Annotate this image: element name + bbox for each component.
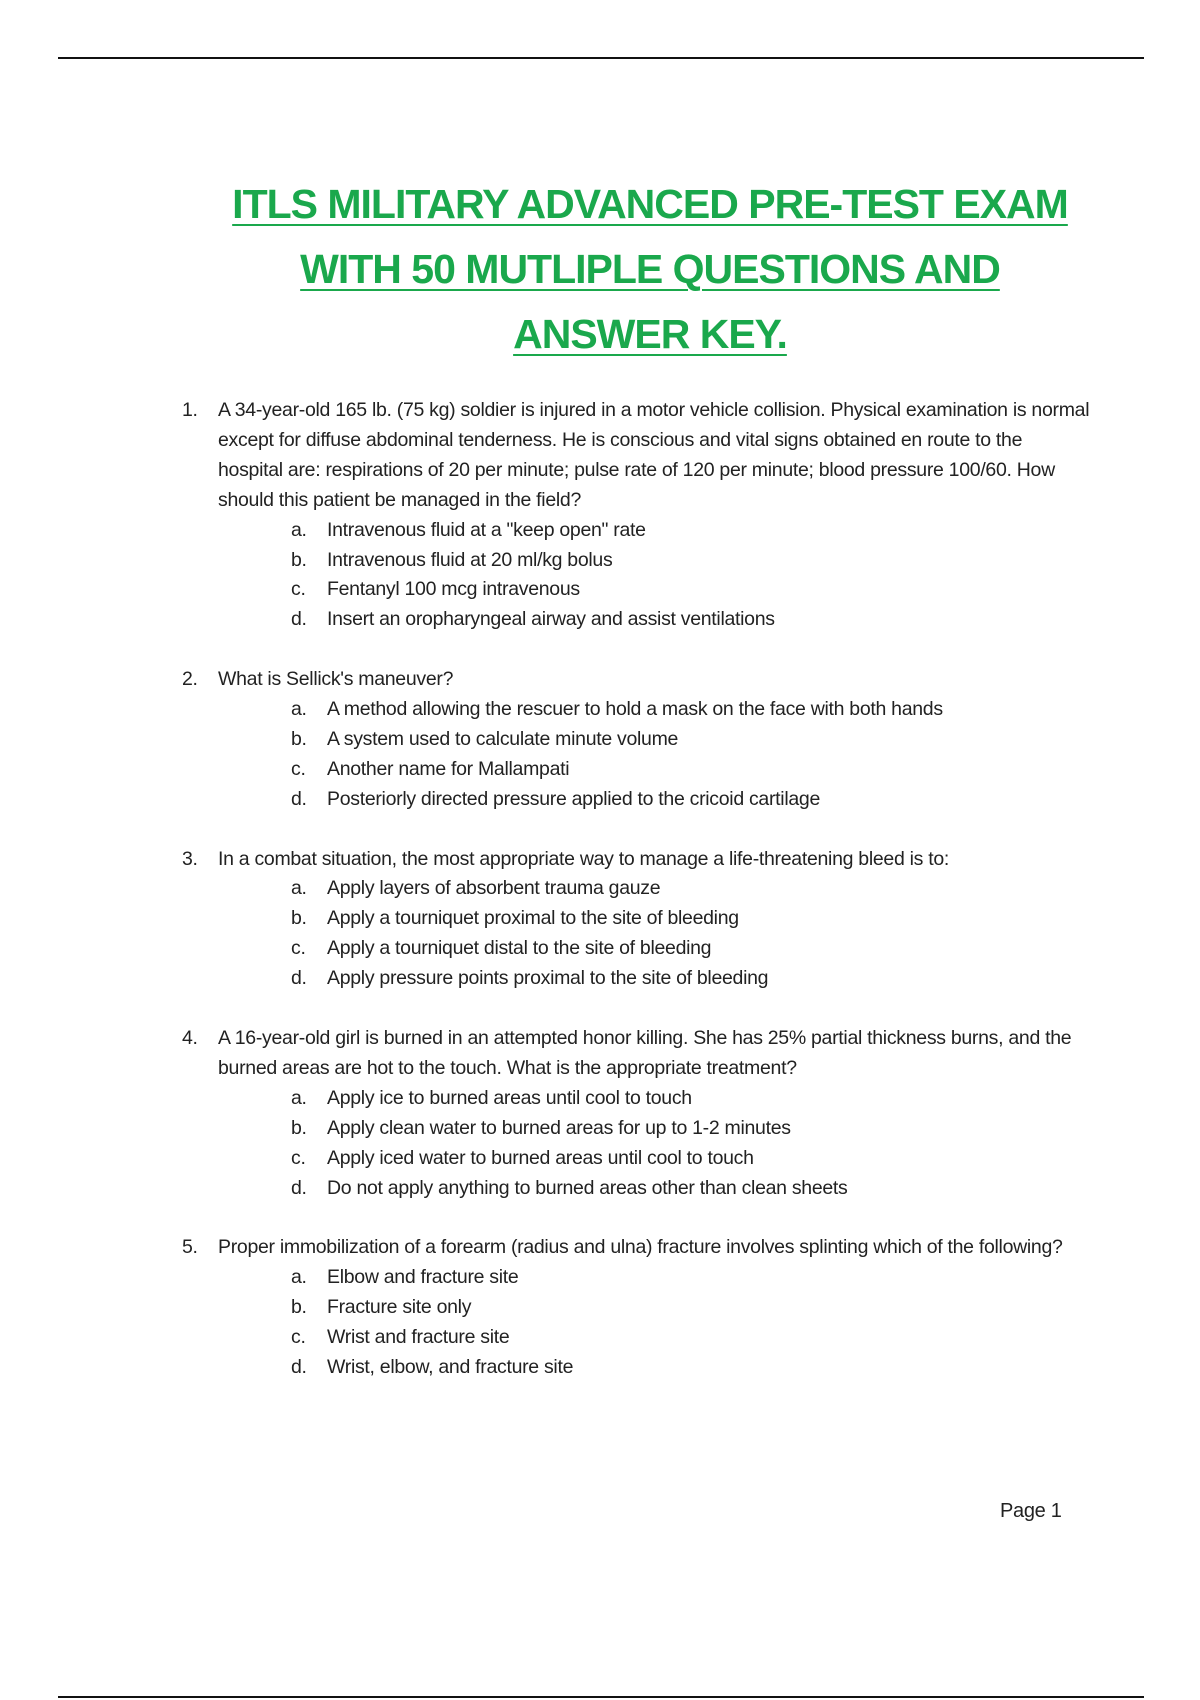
option-text: Wrist and fracture site — [327, 1326, 510, 1349]
answer-option — [218, 1263, 1092, 1293]
option-letter: b. — [291, 1116, 307, 1139]
option-letter: c. — [291, 1146, 306, 1169]
answer-option — [218, 1144, 1092, 1174]
option-list — [218, 695, 1092, 815]
answer-option — [218, 605, 1092, 635]
question-text: Proper immobilization of a forearm (radius and ulna) fracture involves splinting which of the following? — [218, 1236, 1063, 1259]
answer-option — [218, 1174, 1092, 1204]
option-text: Apply a tourniquet proximal to the site of bleeding — [327, 907, 739, 930]
option-text: Apply clean water to burned areas for up to 1-2 minutes — [327, 1116, 791, 1139]
option-text: Posteriorly directed pressure applied to the cricoid cartilage — [327, 787, 820, 810]
question-number: 2. — [182, 668, 198, 691]
answer-option — [218, 546, 1092, 576]
question-text: A 16-year-old girl is burned in an attempted honor killing. She has 25% partial thickness burns, and the burned areas are hot to the touch. What is the appropriate treatment? — [218, 1026, 1072, 1079]
title-line: ANSWER KEY. — [513, 311, 787, 357]
option-text: Apply ice to burned areas until cool to touch — [327, 1086, 692, 1109]
question-text: What is Sellick's maneuver? — [218, 668, 454, 691]
question-item — [182, 1024, 1092, 1203]
option-text: A method allowing the rescuer to hold a mask on the face with both hands — [327, 698, 943, 721]
option-text: A system used to calculate minute volume — [327, 727, 679, 750]
answer-option — [218, 516, 1092, 546]
option-letter: b. — [291, 548, 307, 571]
answer-option — [218, 785, 1092, 815]
answer-option — [218, 934, 1092, 964]
option-letter: b. — [291, 727, 307, 750]
answer-option — [218, 695, 1092, 725]
option-letter: a. — [291, 1266, 307, 1289]
answer-option — [218, 1114, 1092, 1144]
question-number: 5. — [182, 1236, 198, 1259]
answer-option — [218, 904, 1092, 934]
option-text: Insert an oropharyngeal airway and assist ventilations — [327, 608, 775, 631]
question-item — [182, 665, 1092, 815]
option-letter: a. — [291, 1086, 307, 1109]
answer-option — [218, 1353, 1092, 1383]
option-letter: a. — [291, 698, 307, 721]
option-text: Do not apply anything to burned areas other than clean sheets — [327, 1176, 848, 1199]
option-letter: c. — [291, 578, 306, 601]
question-text: In a combat situation, the most appropriate way to manage a life-threatening bleed is to: — [218, 847, 949, 870]
question-item — [182, 1233, 1092, 1383]
option-text: Another name for Mallampati — [327, 757, 570, 780]
question-number: 4. — [182, 1026, 198, 1049]
option-letter: a. — [291, 518, 307, 541]
option-list — [218, 516, 1092, 636]
option-letter: d. — [291, 787, 307, 810]
option-letter: c. — [291, 757, 306, 780]
title-line: WITH 50 MUTLIPLE QUESTIONS AND — [300, 246, 1000, 292]
question-item — [182, 845, 1092, 995]
option-letter: b. — [291, 1296, 307, 1319]
document-title — [150, 172, 1150, 367]
option-letter: d. — [291, 608, 307, 631]
option-text: Apply pressure points proximal to the site of bleeding — [327, 967, 769, 990]
option-text: Fentanyl 100 mcg intravenous — [327, 578, 580, 601]
answer-option — [218, 755, 1092, 785]
option-text: Apply a tourniquet distal to the site of bleeding — [327, 937, 712, 960]
option-letter: c. — [291, 1326, 306, 1349]
option-text: Intravenous fluid at a "keep open" rate — [327, 518, 646, 541]
title-line: ITLS MILITARY ADVANCED PRE-TEST EXAM — [232, 181, 1068, 227]
option-text: Apply iced water to burned areas until cool to touch — [327, 1146, 754, 1169]
option-letter: c. — [291, 937, 306, 960]
answer-option — [218, 725, 1092, 755]
question-number: 1. — [182, 399, 198, 421]
option-letter: d. — [291, 1355, 307, 1378]
option-letter: d. — [291, 967, 307, 990]
option-text: Elbow and fracture site — [327, 1266, 519, 1289]
option-list — [218, 874, 1092, 994]
option-list — [218, 1263, 1092, 1383]
option-text: Intravenous fluid at 20 ml/kg bolus — [327, 548, 613, 571]
option-text: Fracture site only — [327, 1296, 472, 1319]
answer-option — [218, 1084, 1092, 1114]
option-text: Apply layers of absorbent trauma gauze — [327, 877, 661, 900]
header-rule — [58, 57, 1144, 59]
answer-option — [218, 1293, 1092, 1323]
answer-option — [218, 1323, 1092, 1353]
option-text: Wrist, elbow, and fracture site — [327, 1355, 574, 1378]
footer-rule — [58, 1696, 1144, 1698]
option-letter: d. — [291, 1176, 307, 1199]
answer-option — [218, 575, 1092, 605]
question-number: 3. — [182, 847, 198, 870]
answer-option — [218, 874, 1092, 904]
question-item — [182, 396, 1092, 635]
option-list — [218, 1084, 1092, 1204]
option-letter: a. — [291, 877, 307, 900]
answer-option — [218, 964, 1092, 994]
question-list — [182, 396, 1092, 1413]
question-text: A 34-year-old 165 lb. (75 kg) soldier is injured in a motor vehicle collision. Physical examination is normal except for diffuse abdominal tenderness. He is conscious and vital signs obtained en route to the hospital are: respirations of 20 per minute; pulse rate of 120 per minute; blood pressure 100/60. How should this patient be managed in the field? — [218, 399, 1090, 511]
option-letter: b. — [291, 907, 307, 930]
page-number: Page 1 — [1000, 1500, 1062, 1522]
